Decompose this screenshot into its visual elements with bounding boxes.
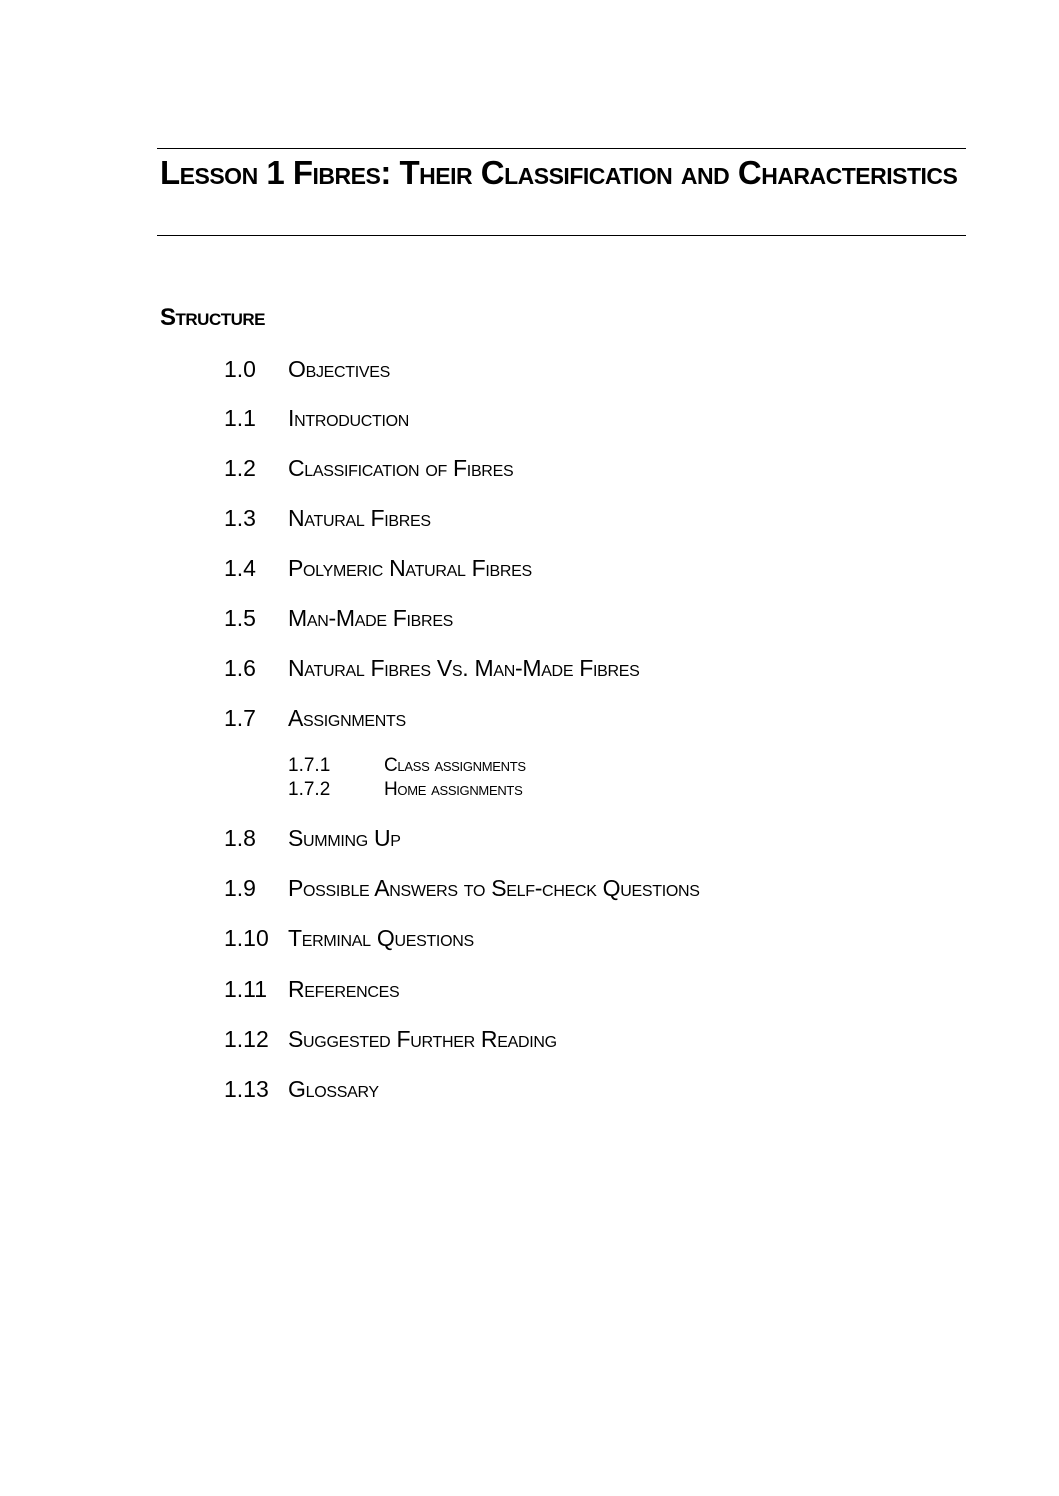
toc-item-number: 1.12 [224,1026,269,1052]
toc-item-label: Suggested Further Reading [288,1026,557,1052]
toc-item-number: 1.4 [224,555,256,581]
toc-item-label: Natural Fibres [288,505,431,531]
toc-item-objectives [224,354,390,384]
toc-subitem-number: 1.7.2 [288,779,331,800]
toc-item-number: 1.2 [224,455,256,481]
toc-item-label: Glossary [288,1076,379,1102]
toc-item-label: Summing Up [288,825,401,851]
toc-item-natural-vs-man-made [224,653,640,683]
toc-item-terminal-questions [224,923,474,953]
toc-item-label: Objectives [288,356,391,382]
toc-item-number: 1.6 [224,655,256,681]
toc-subitem-home-assignments [288,778,522,802]
toc-item-number: 1.11 [224,976,268,1002]
toc-subitem-class-assignments [288,754,526,778]
title-bottom-rule [157,235,966,236]
toc-item-natural-fibres [224,503,431,533]
toc-subitem-label: Class assignments [384,755,526,776]
toc-item-introduction [224,403,409,433]
toc-item-glossary [224,1074,379,1104]
toc-item-number: 1.0 [224,356,256,382]
toc-item-suggested-further-reading [224,1024,557,1054]
toc-subitem-label: Home assignments [384,779,523,800]
structure-heading: Structure [160,304,265,331]
toc-item-label: Man-Made Fibres [288,605,454,631]
toc-item-number: 1.5 [224,605,256,631]
toc-item-label: References [288,976,400,1002]
toc-item-label: Classification of Fibres [288,455,514,481]
toc-item-number: 1.7 [224,705,256,731]
toc-item-label: Terminal Questions [288,925,474,951]
toc-item-label: Assignments [288,705,406,731]
toc-item-label: Natural Fibres Vs. Man-Made Fibres [288,655,640,681]
toc-item-references [224,974,399,1004]
toc-item-man-made-fibres [224,603,453,633]
toc-item-label: Polymeric Natural Fibres [288,555,532,581]
toc-item-number: 1.8 [224,825,256,851]
lesson-title: Lesson 1 Fibres: Their Classification and Characteristics [160,154,958,191]
toc-item-possible-answers [224,873,700,903]
toc-item-summing-up [224,823,401,853]
toc-item-number: 1.13 [224,1076,269,1102]
toc-item-classification-of-fibres [224,453,513,483]
toc-item-number: 1.9 [224,875,256,901]
toc-item-label: Possible Answers to Self-check Questions [288,875,700,901]
toc-item-number: 1.10 [224,925,269,951]
toc-item-number: 1.1 [224,405,256,431]
toc-item-label: Introduction [288,405,410,431]
toc-item-polymeric-natural-fibres [224,553,532,583]
toc-item-assignments [224,703,406,733]
toc-item-number: 1.3 [224,505,256,531]
title-top-rule [157,148,966,149]
toc-subitem-number: 1.7.1 [288,755,331,776]
